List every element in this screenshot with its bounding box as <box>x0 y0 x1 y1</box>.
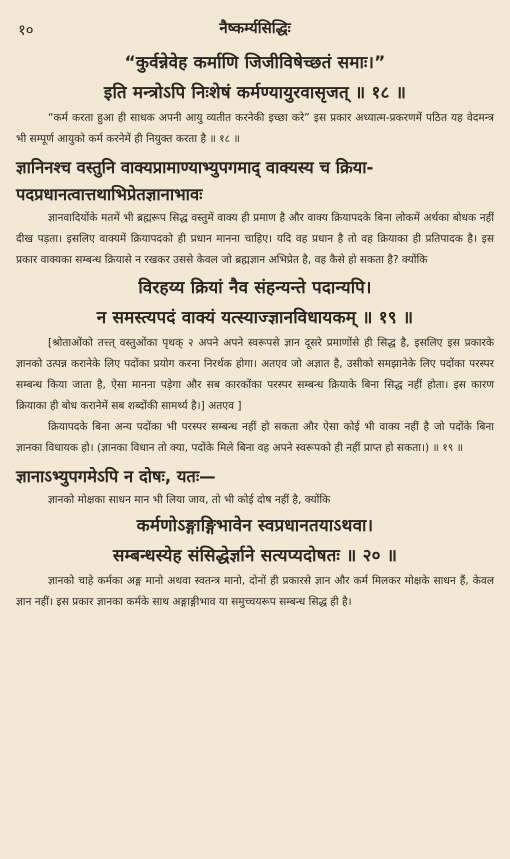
book-page <box>16 16 494 613</box>
verse-19 <box>16 273 494 333</box>
commentary-19-intro: ज्ञानवादियोंके मतमें भी ब्रह्मरूप सिद्ध वस्तुमें वाक्य ही प्रमाण है और वाक्य क्रियापदके बिना लोकमें अर्थका बोधक नहीं दीख पड़ता। इसलिए वाक्यमें क्रियापदको ही प्रधान मानना चाहिए। यदि वह प्रधान है तो वह क्रियाका ही प्रतिपादक है। इस प्रकार वाक्यका सम्बन्ध क्रियासे न रखकर उससे केवल जो ब्रह्मज्ञान अभिप्रेत है, वह कैसे हो सकता है? क्योंकि <box>16 212 494 266</box>
verse-20-line-2: सम्बन्धस्येह संसिद्धेर्ज्ञाने सत्यप्यदोषतः ॥ २० ॥ <box>112 546 398 566</box>
commentary-19-bracket: [श्रोताओंको तत्त्त् वस्तुओंका पृथक् २ अपने अपने स्वरूपसे ज्ञान दूसरे प्रमाणोंसे ही सिद्ध है, इसलिए इस प्रकारके ज्ञानको उत्पन्न करानेके लिए पदोंका प्रयोग करना निरर्थक होगा। अतएव जो अज्ञात है, उसीको समझानेके लिए पदोंका परस्पर सम्बन्ध किया जाता है, ऐसा मानना पड़ेगा और सब कारकोंका परस्पर सम्बन्ध क्रियाके बिना सिद्ध नहीं होता। इस कारण क्रियाका ही बोध करानेमें सब शब्दोंकी सामर्थ्य है।] अतएव ] <box>16 337 494 412</box>
commentary-20-intro: ज्ञानको मोक्षका साधन मान भी लिया जाय, तो भी कोई दोष नहीं है, क्योंकि <box>48 494 331 506</box>
commentary-20: ज्ञानको चाहे कर्मका अङ्ग मानो अथवा स्वतन्त्र मानो, दोनों ही प्रकारसे ज्ञान और कर्म मिलकर मोक्षके साधन हैं, केवल ज्ञान नहीं। इस प्रकार ज्ञानका कर्मके साथ अङ्गाङ्गीभाव या समुच्चयरूप सम्बन्ध सिद्ध ही है। <box>16 575 494 608</box>
verse-19-line-1: विरहय्य क्रियां नैव संहन्यन्ते पदान्यपि। <box>138 278 372 298</box>
verse-18-line-1: “कुर्वन्नेवेह कर्माणि जिजीविषेच्छतं समाः।” <box>124 53 386 73</box>
commentary-18: “कर्म करता हुआ ही साधक अपनी आयु व्यतीत करनेकी इच्छा करे” इस प्रकार अध्यात्म-प्रकरणमें पठित यह वेदमन्त्र भी सम्पूर्ण आयुको कर्म करनेमें ही नियुक्त करता है ॥ १८ ॥ <box>16 112 494 145</box>
section-heading-19: ज्ञानिनश्च वस्तुनि वाक्यप्रामाण्याभ्युपगमाद् वाक्यस्य च क्रिया-पदप्रधानत्वात्तथाभिप्रेतज्ञानाभावः <box>16 158 374 204</box>
commentary-19-main: क्रियापदके बिना अन्य पदोंका भी परस्पर सम्बन्ध नहीं हो सकता और ऐसा कोई भी वाक्य नहीं है जो पदोंके बिना ज्ञानका विधायक हो। (ज्ञानका विधान तो क्या, पदोंके मिले बिना वह अपने स्वरूपको ही नहीं प्राप्त हो सकता।) ॥ १९ ॥ <box>16 421 494 454</box>
verse-18-line-2: इति मन्त्रोऽपि निःशेषं कर्मण्यायुरवासृजत् ॥ १८ ॥ <box>103 83 407 103</box>
verse-20 <box>16 511 494 571</box>
page-header <box>16 16 494 46</box>
page-number: १० <box>18 21 34 39</box>
verse-18 <box>16 48 494 108</box>
running-title: नैष्कर्म्यसिद्धिः <box>219 19 291 37</box>
verse-19-line-2: न समस्त्यपदं वाक्यं यत्स्याज्ज्ञानविधायकम् ॥ १९ ॥ <box>96 308 414 328</box>
verse-20-line-1: कर्मणोऽङ्गाङ्गिभावेन स्वप्रधानतयाऽथवा। <box>136 516 374 536</box>
section-heading-20: ज्ञानाऽभ्युपगमेऽपि न दोषः, यतः— <box>16 467 216 486</box>
